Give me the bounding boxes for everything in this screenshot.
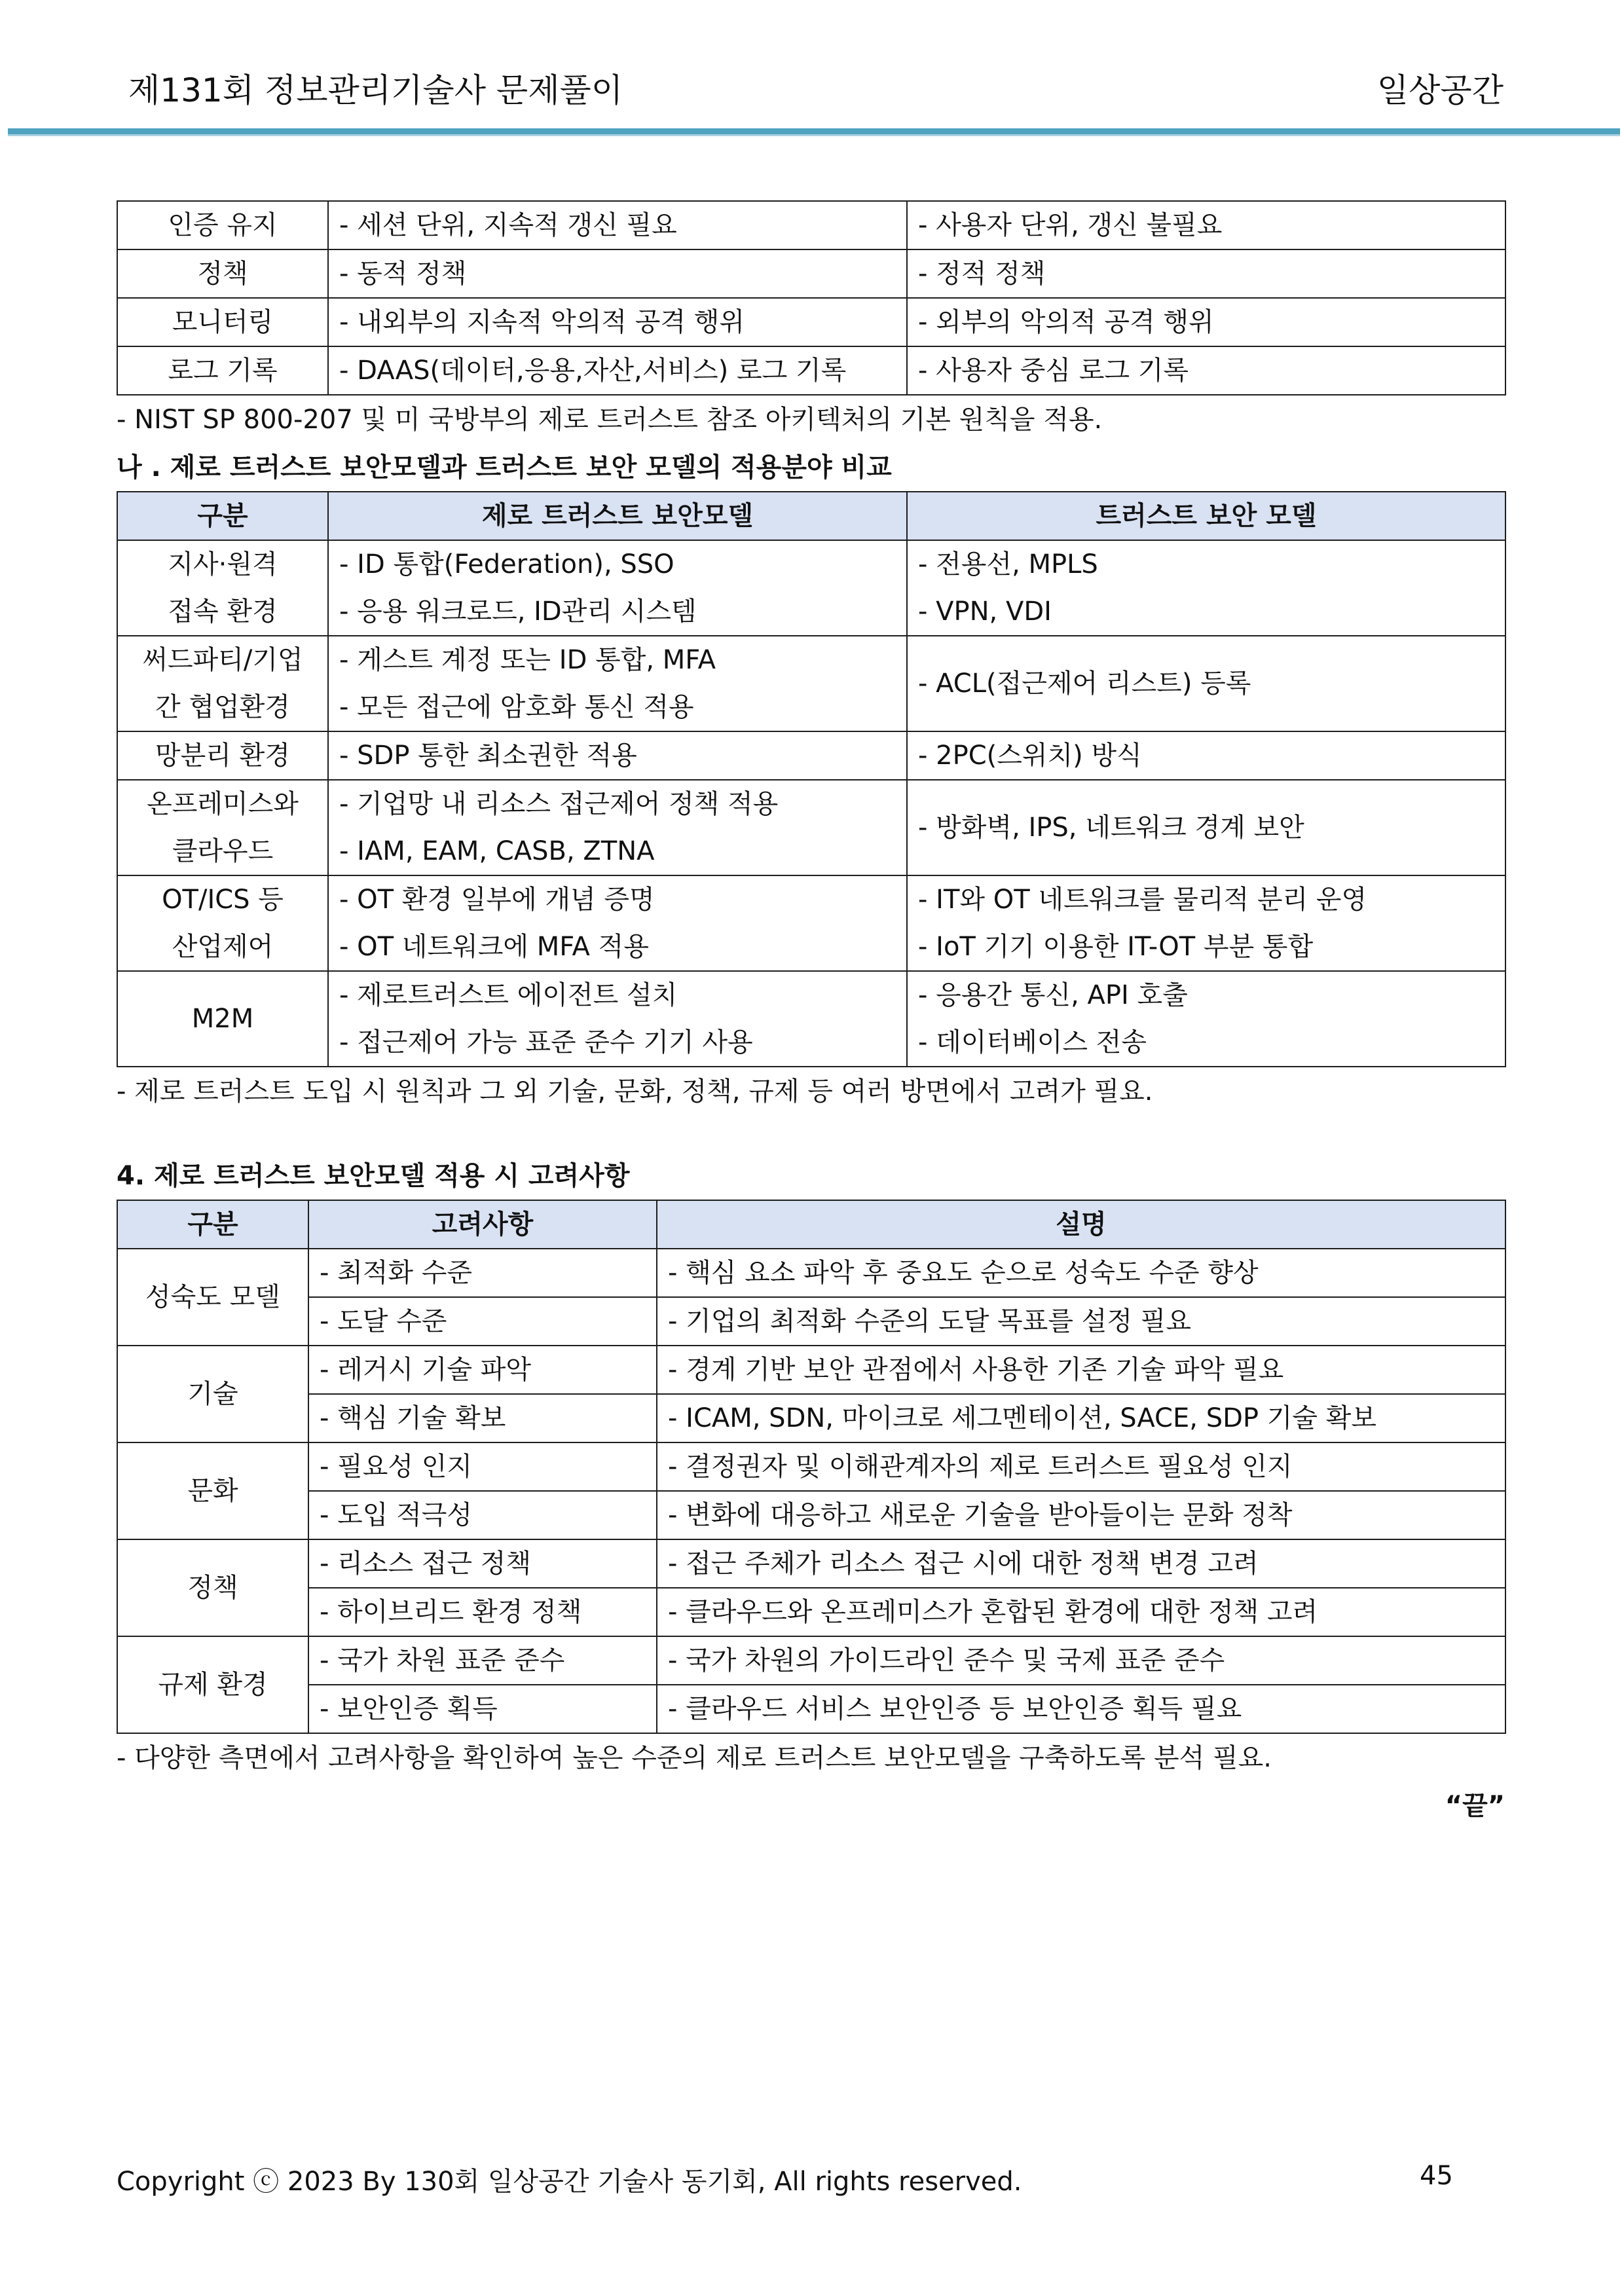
- table-header-row: [117, 492, 1505, 540]
- factor-cell: - 필요성 인지: [308, 1442, 657, 1491]
- table-header-row: [117, 1200, 1505, 1249]
- group-label: 규제 환경: [117, 1636, 308, 1733]
- factor-cell: - 도입 적극성: [308, 1491, 657, 1539]
- cell-line: - 데이터베이스 전송: [918, 1027, 1147, 1057]
- table-row: [117, 780, 1505, 875]
- cell-line: - IoT 기기 이용한 IT-OT 부분 통합: [918, 932, 1314, 962]
- row-label: 인증 유지: [117, 201, 328, 249]
- label-line: 지사·원격: [168, 549, 278, 579]
- factor-cell: - 핵심 기술 확보: [308, 1394, 657, 1442]
- brand-name: 일상공간: [1376, 71, 1504, 109]
- factor-cell: - 레거시 기술 파악: [308, 1346, 657, 1394]
- cell-line: - 2PC(스위치) 방식: [918, 741, 1142, 771]
- table-row: [117, 1685, 1505, 1733]
- cell-line: - 응용간 통신, API 호출: [918, 980, 1188, 1010]
- header-category: 구분: [117, 1200, 308, 1249]
- description-cell: - 경계 기반 보안 관점에서 사용한 기존 기술 파악 필요: [657, 1346, 1505, 1394]
- description-cell: - 핵심 요소 파악 후 중요도 순으로 성숙도 수준 향상: [657, 1249, 1505, 1297]
- cell-line: - ID 통합(Federation), SSO: [339, 549, 674, 579]
- group-label: 정책: [117, 1539, 308, 1636]
- cell-line: - SDP 통한 최소권한 적용: [339, 741, 637, 771]
- description-cell: - 결정권자 및 이해관계자의 제로 트러스트 필요성 인지: [657, 1442, 1505, 1491]
- section-na-heading: 나 . 제로 트러스트 보안모델과 트러스트 보안 모델의 적용분야 비교: [117, 452, 892, 483]
- factor-cell: - 국가 차원 표준 준수: [308, 1636, 657, 1685]
- table-row: [117, 971, 1505, 1067]
- trust-cell: - 외부의 악의적 공격 행위: [907, 298, 1505, 346]
- row-label: [117, 636, 328, 731]
- cell-line: - IT와 OT 네트워크를 물리적 분리 운영: [918, 885, 1367, 915]
- group-label: 성숙도 모델: [117, 1249, 308, 1346]
- description-cell: - 기업의 최적화 수준의 도달 목표를 설정 필요: [657, 1297, 1505, 1346]
- trust-cell: - 정적 정책: [907, 249, 1505, 298]
- table-row: [117, 1297, 1505, 1346]
- row-label: [117, 875, 328, 971]
- header-rule: [8, 128, 1620, 136]
- row-label: 모니터링: [117, 298, 328, 346]
- trust-cell: - 사용자 단위, 갱신 불필요: [907, 201, 1505, 249]
- cell-line: - 응용 워크로드, ID관리 시스템: [339, 597, 697, 627]
- copyright-notice: Copyright ⓒ 2023 By 130회 일상공간 기술사 동기회, All rights reserved.: [117, 2167, 1022, 2197]
- description-cell: - ICAM, SDN, 마이크로 세그멘테이션, SACE, SDP 기술 확보: [657, 1394, 1505, 1442]
- zero-trust-cell: - 동적 정책: [328, 249, 907, 298]
- label-line: OT/ICS 등: [162, 885, 284, 915]
- table-row: [117, 1394, 1505, 1442]
- row-label: 로그 기록: [117, 346, 328, 395]
- cell-line: - 접근제어 가능 표준 준수 기기 사용: [339, 1027, 753, 1057]
- trust-cell: [907, 540, 1505, 636]
- factor-cell: - 하이브리드 환경 정책: [308, 1588, 657, 1636]
- label-line: 산업제어: [172, 932, 274, 962]
- zero-trust-cell: [328, 971, 907, 1067]
- cell-line: - ACL(접근제어 리스트) 등록: [918, 669, 1251, 699]
- label-line: 온프레미스와: [147, 789, 299, 819]
- table-row: [117, 1588, 1505, 1636]
- group-label: 기술: [117, 1346, 308, 1442]
- cell-line: - VPN, VDI: [918, 597, 1052, 627]
- trust-cell: [907, 971, 1505, 1067]
- page-header: [128, 64, 1504, 117]
- description-cell: - 클라우드와 온프레미스가 혼합된 환경에 대한 정책 고려: [657, 1588, 1505, 1636]
- cell-line: - 방화벽, IPS, 네트워크 경계 보안: [918, 813, 1304, 843]
- label-line: M2M: [191, 1004, 254, 1034]
- trust-cell: - 사용자 중심 로그 기록: [907, 346, 1505, 395]
- row-label: [117, 780, 328, 875]
- label-line: 써드파티/기업: [142, 645, 303, 675]
- trust-cell: [907, 875, 1505, 971]
- group-label: 문화: [117, 1442, 308, 1539]
- header-factor: 고려사항: [308, 1200, 657, 1249]
- table-row: [117, 346, 1505, 395]
- label-line: 클라우드: [172, 836, 274, 866]
- table-row: [117, 1249, 1505, 1297]
- description-cell: - 접근 주체가 리소스 접근 시에 대한 정책 변경 고려: [657, 1539, 1505, 1588]
- document-title: 제131회 정보관리기술사 문제풀이: [128, 71, 623, 109]
- section-4-note: - 다양한 측면에서 고려사항을 확인하여 높은 수준의 제로 트러스트 보안모델을 구축하도록 분석 필요.: [117, 1743, 1272, 1773]
- row-label: 정책: [117, 249, 328, 298]
- description-cell: - 변화에 대응하고 새로운 기술을 받아들이는 문화 정착: [657, 1491, 1505, 1539]
- label-line: 간 협업환경: [155, 692, 290, 722]
- trust-cell: [907, 731, 1505, 780]
- comparison-table-continued: [117, 200, 1506, 395]
- table-row: [117, 201, 1505, 249]
- table-row: [117, 1539, 1505, 1588]
- table-row: [117, 636, 1505, 731]
- table-row: [117, 1442, 1505, 1491]
- cell-line: - IAM, EAM, CASB, ZTNA: [339, 836, 655, 866]
- considerations-table: [117, 1200, 1506, 1734]
- cell-line: - 전용선, MPLS: [918, 549, 1098, 579]
- cell-line: - 기업망 내 리소스 접근제어 정책 적용: [339, 789, 779, 819]
- cell-line: - OT 환경 일부에 개념 증명: [339, 885, 655, 915]
- table-row: [117, 540, 1505, 636]
- trust-cell: [907, 636, 1505, 731]
- application-area-table: [117, 491, 1506, 1067]
- page-content: [117, 200, 1505, 1829]
- end-mark: “끝”: [1445, 1791, 1505, 1821]
- header-trust: 트러스트 보안 모델: [907, 492, 1505, 540]
- header-description: 설명: [657, 1200, 1505, 1249]
- zero-trust-cell: [328, 780, 907, 875]
- factor-cell: - 최적화 수준: [308, 1249, 657, 1297]
- section-4-heading: 4. 제로 트러스트 보안모델 적용 시 고려사항: [117, 1161, 630, 1191]
- table-row: [117, 1636, 1505, 1685]
- label-line: 접속 환경: [168, 597, 278, 627]
- table1-note: - NIST SP 800-207 및 미 국방부의 제로 트러스트 참조 아키텍처의 기본 원칙을 적용.: [117, 405, 1103, 435]
- table-row: [117, 731, 1505, 780]
- description-cell: - 국가 차원의 가이드라인 준수 및 국제 표준 준수: [657, 1636, 1505, 1685]
- zero-trust-cell: [328, 875, 907, 971]
- zero-trust-cell: - 내외부의 지속적 악의적 공격 행위: [328, 298, 907, 346]
- description-cell: - 클라우드 서비스 보안인증 등 보안인증 획득 필요: [657, 1685, 1505, 1733]
- row-label: [117, 540, 328, 636]
- trust-cell: [907, 780, 1505, 875]
- section-na-note: - 제로 트러스트 도입 시 원칙과 그 외 기술, 문화, 정책, 규제 등 여러 방면에서 고려가 필요.: [117, 1076, 1153, 1107]
- factor-cell: - 도달 수준: [308, 1297, 657, 1346]
- page-number: 45: [1420, 2161, 1453, 2191]
- cell-line: - OT 네트워크에 MFA 적용: [339, 932, 649, 962]
- label-line: 망분리 환경: [155, 741, 290, 771]
- zero-trust-cell: - 세션 단위, 지속적 갱신 필요: [328, 201, 907, 249]
- zero-trust-cell: [328, 540, 907, 636]
- row-label: [117, 971, 328, 1067]
- cell-line: - 게스트 계정 또는 ID 통합, MFA: [339, 645, 716, 675]
- zero-trust-cell: [328, 636, 907, 731]
- table-row: [117, 1491, 1505, 1539]
- cell-line: - 제로트러스트 에이전트 설치: [339, 980, 678, 1010]
- header-zero-trust: 제로 트러스트 보안모델: [328, 492, 907, 540]
- table-row: [117, 1346, 1505, 1394]
- factor-cell: - 보안인증 획득: [308, 1685, 657, 1733]
- factor-cell: - 리소스 접근 정책: [308, 1539, 657, 1588]
- header-category: 구분: [117, 492, 328, 540]
- zero-trust-cell: [328, 731, 907, 780]
- table-row: [117, 249, 1505, 298]
- table-row: [117, 298, 1505, 346]
- cell-line: - 모든 접근에 암호화 통신 적용: [339, 692, 694, 722]
- table-row: [117, 875, 1505, 971]
- zero-trust-cell: - DAAS(데이터,응용,자산,서비스) 로그 기록: [328, 346, 907, 395]
- row-label: [117, 731, 328, 780]
